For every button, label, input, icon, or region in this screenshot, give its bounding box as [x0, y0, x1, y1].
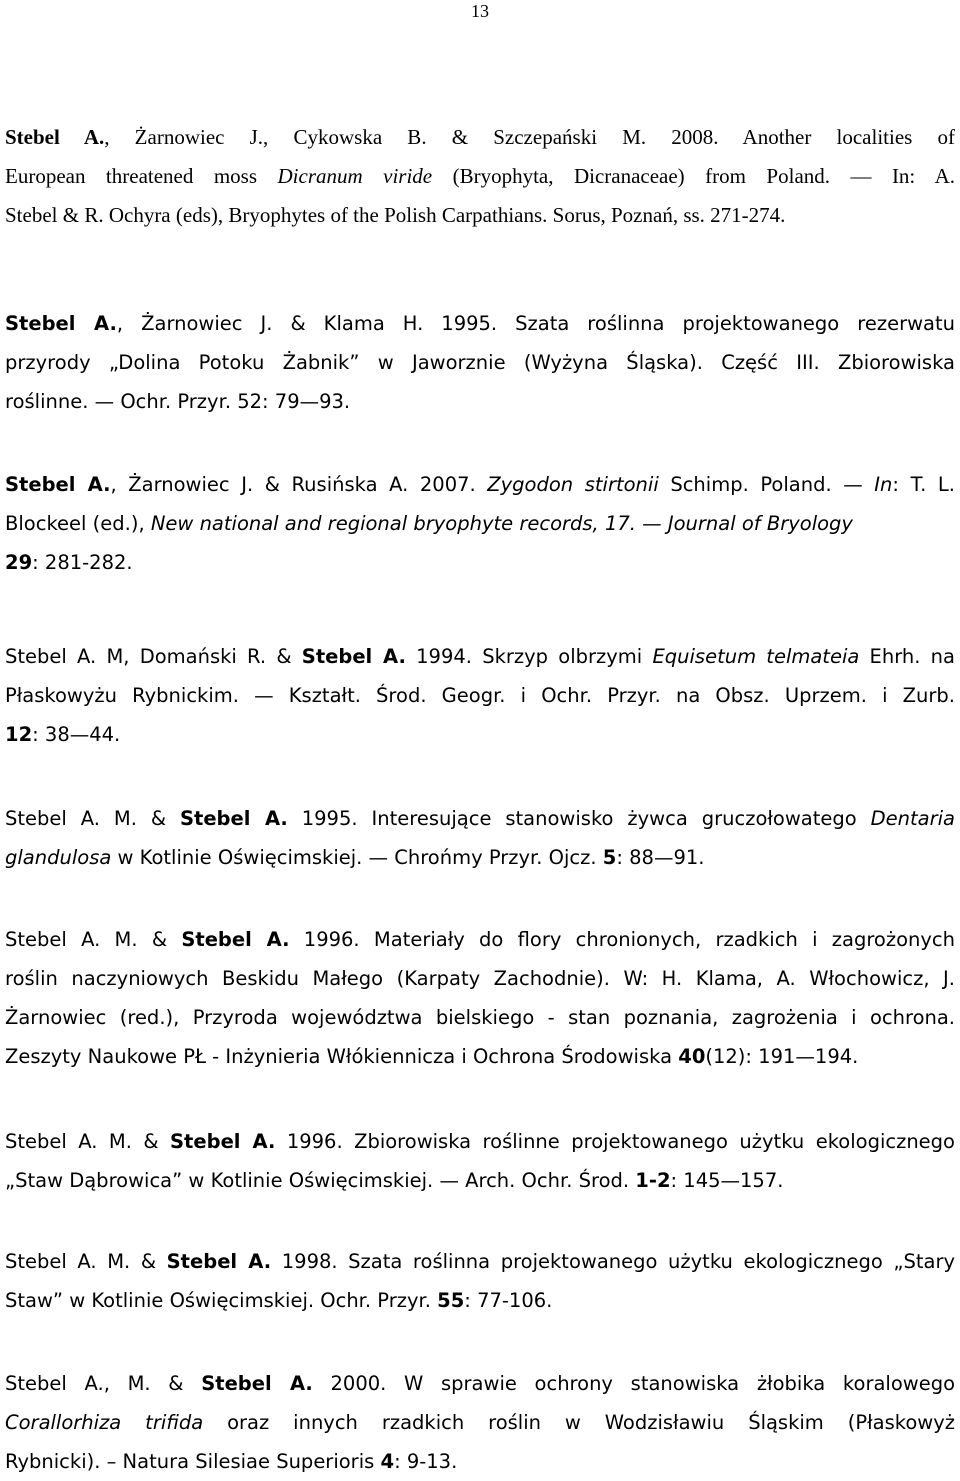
italic-text: Equisetum telmateia [652, 645, 860, 668]
bold-text: Stebel A. [301, 645, 406, 668]
text-run: 1996. Materiały do flory chronionych, rzadkich i zagrożonych [289, 928, 955, 951]
bold-text: Stebel A. [166, 1250, 272, 1273]
text-run: : 145—157. [670, 1169, 784, 1192]
reference-entry [5, 1364, 955, 1481]
reference-line [5, 799, 955, 838]
text-run: Blockeel (ed.), [5, 512, 151, 535]
bold-text: 4 [380, 1450, 395, 1473]
text-run: : 38—44. [32, 723, 121, 746]
reference-entry [5, 1242, 955, 1320]
text-run: Schimp. Poland. — [658, 473, 875, 496]
text-run: 2000. W sprawie ochrony stanowiska żłobika koralowego [312, 1372, 956, 1395]
text-run: : 9-13. [394, 1450, 458, 1473]
text-run: Staw” w Kotlinie Oświęcimskiej. Ochr. Przyr. [5, 1289, 438, 1312]
text-run: Stebel A., M. & [5, 1372, 202, 1395]
reference-line [5, 382, 955, 421]
bold-text: Stebel A. [5, 473, 111, 496]
italic-text: New national and regional bryophyte records, 17. — Journal of Bryology [150, 512, 853, 535]
text-run: : T. L. [892, 473, 955, 496]
text-run: : 88—91. [616, 846, 705, 869]
reference-line [5, 196, 955, 235]
text-run: Stebel A. M. & [5, 1130, 171, 1153]
reference-entry [5, 304, 955, 421]
text-run: przyrody „Dolina Potoku Żabnik” w Jaworznie (Wyżyna Śląska). Część III. Zbiorowiska [5, 351, 955, 374]
text-run: , Żarnowiec J. & Klama H. 1995. Szata roślinna projektowanego rezerwatu [116, 312, 955, 335]
text-run: 1995. Interesujące stanowisko żywca gruczołowatego [287, 807, 871, 830]
reference-line [5, 1161, 955, 1200]
text-run: Żarnowiec (red.), Przyroda województwa bielskiego - stan poznania, zagrożenia i ochrona. [5, 1006, 955, 1029]
bold-text: 1-2 [635, 1169, 671, 1192]
reference-line [5, 676, 955, 715]
reference-line [5, 998, 955, 1037]
italic-text: Zygodon stirtonii [487, 473, 659, 496]
reference-line [5, 1281, 955, 1320]
text-run: 1996. Zbiorowiska roślinne projektowanego użytku ekologicznego [275, 1130, 955, 1153]
bold-text: Stebel A. [5, 312, 117, 335]
reference-entry [5, 637, 955, 754]
page-number: 13 [471, 1, 489, 21]
text-run: roślin naczyniowych Beskidu Małego (Karpaty Zachodnie). W: H. Klama, A. Włochowicz, J. [5, 967, 955, 990]
reference-line [5, 715, 955, 754]
bold-text: Stebel A. [181, 928, 290, 951]
text-run: Stebel A. M. & [5, 807, 180, 830]
text-run: w Kotlinie Oświęcimskiej. — Chrońmy Przyr. Ojcz. [111, 846, 603, 869]
bold-text: Stebel A. [179, 807, 288, 830]
text-run: Płaskowyżu Rybnickim. — Kształt. Środ. Geogr. i Ochr. Przyr. na Obsz. Uprzem. i Zurb. [5, 684, 955, 707]
reference-entry [5, 799, 955, 877]
reference-line [5, 959, 955, 998]
text-run: Zeszyty Naukowe PŁ - Inżynieria Włókiennicza i Ochrona Środowiska [5, 1045, 679, 1068]
text-run: 1994. Skrzyp olbrzymi [405, 645, 653, 668]
reference-line [5, 1364, 955, 1403]
bold-text: 29 [5, 551, 33, 574]
text-run: Stebel A. M, Domański R. & [5, 645, 302, 668]
text-run: : 77-106. [464, 1289, 553, 1312]
text-run: Stebel A. M. & [5, 1250, 167, 1273]
text-run: (12): 191—194. [705, 1045, 859, 1068]
reference-line [5, 343, 955, 382]
text-run: European threatened moss [5, 164, 278, 188]
text-run: Stebel & R. Ochyra (eds), Bryophytes of the Polish Carpathians. Sorus, Poznań, ss. 271-274. [5, 203, 786, 227]
bold-text: 40 [678, 1045, 706, 1068]
reference-entry [5, 920, 955, 1076]
text-run: „Staw Dąbrowica” w Kotlinie Oświęcimskiej. — Arch. Ochr. Środ. [5, 1169, 636, 1192]
bold-text: Stebel A. [170, 1130, 276, 1153]
text-run: , Żarnowiec J. & Rusińska A. 2007. [110, 473, 488, 496]
italic-text: glandulosa [5, 846, 112, 869]
reference-line [5, 504, 955, 543]
reference-line [5, 304, 955, 343]
text-run: , Żarnowiec J., Cykowska B. & Szczepański M. 2008. Another localities of [104, 125, 955, 149]
reference-line [5, 1403, 955, 1442]
reference-entry [5, 1122, 955, 1200]
reference-line [5, 465, 955, 504]
bold-text: Stebel A. [5, 125, 105, 149]
reference-entry [5, 118, 955, 235]
reference-line [5, 838, 955, 877]
text-run: Rybnicki). – Natura Silesiae Superioris [5, 1450, 381, 1473]
reference-line [5, 637, 955, 676]
reference-line [5, 118, 955, 157]
bold-text: Stebel A. [201, 1372, 313, 1395]
bold-text: 55 [437, 1289, 465, 1312]
text-run: 1998. Szata roślinna projektowanego użytku ekologicznego „Stary [271, 1250, 955, 1273]
text-run: oraz innych rzadkich roślin w Wodzisławiu Śląskim (Płaskowyż [203, 1411, 955, 1434]
text-run: Stebel A. M. & [5, 928, 182, 951]
italic-text: In [874, 473, 893, 496]
bold-text: 5 [602, 846, 617, 869]
bold-text: 12 [5, 723, 33, 746]
reference-line [5, 543, 955, 582]
reference-line [5, 157, 955, 196]
text-run: Ehrh. na [859, 645, 955, 668]
italic-text: Dentaria [870, 807, 955, 830]
reference-line [5, 1242, 955, 1281]
reference-line [5, 1037, 955, 1076]
text-run: (Bryophyta, Dicranaceae) from Poland. — In: A. [432, 164, 955, 188]
reference-line [5, 920, 955, 959]
reference-line [5, 1122, 955, 1161]
reference-entry [5, 465, 955, 582]
italic-text: Dicranum viride [277, 164, 433, 188]
reference-line [5, 1442, 955, 1481]
text-run: : 281-282. [32, 551, 133, 574]
italic-text: Corallorhiza trifida [5, 1411, 204, 1434]
text-run: roślinne. — Ochr. Przyr. 52: 79—93. [5, 390, 351, 413]
